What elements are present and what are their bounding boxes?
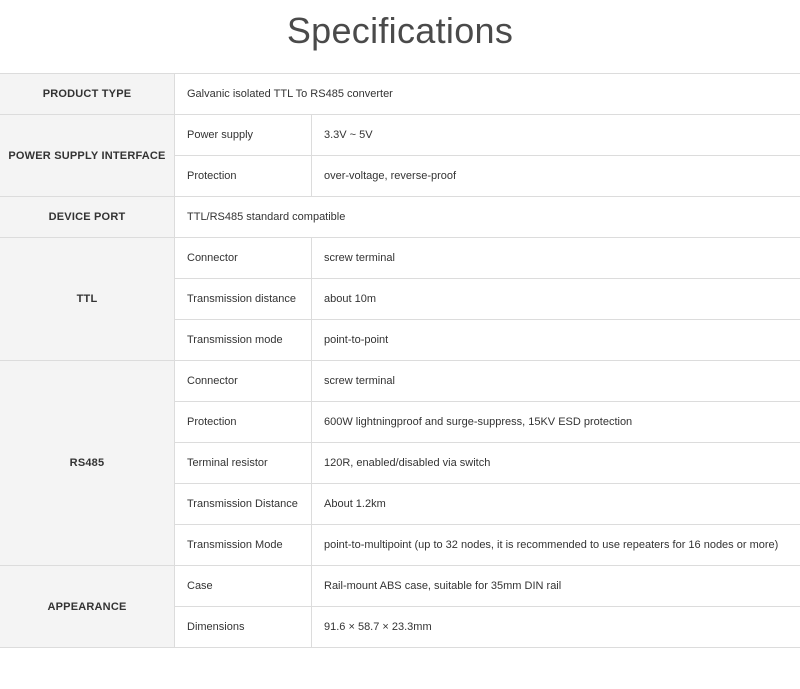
spec-value: 600W lightningproof and surge-suppress, 15KV ESD protection [312,402,800,443]
spec-name: Terminal resistor [175,443,312,484]
spec-value: About 1.2km [312,484,800,525]
device-port-value: TTL/RS485 standard compatible [175,197,800,238]
specifications-table [0,73,800,648]
table-row [0,361,800,402]
table-row [0,238,800,279]
spec-value: point-to-point [312,320,800,361]
category-power-supply-interface: POWER SUPPLY INTERFACE [0,115,175,197]
category-appearance: APPEARANCE [0,566,175,648]
product-type-value: Galvanic isolated TTL To RS485 converter [175,74,800,115]
category-device-port: DEVICE PORT [0,197,175,238]
spec-value: Rail-mount ABS case, suitable for 35mm DIN rail [312,566,800,607]
spec-name: Transmission distance [175,279,312,320]
spec-value: over-voltage, reverse-proof [312,156,800,197]
spec-value: point-to-multipoint (up to 32 nodes, it is recommended to use repeaters for 16 nodes or more) [312,525,800,566]
category-rs485: RS485 [0,361,175,566]
category-product-type: PRODUCT TYPE [0,74,175,115]
table-row [0,566,800,607]
spec-name: Transmission mode [175,320,312,361]
spec-name: Transmission Distance [175,484,312,525]
spec-name: Connector [175,361,312,402]
spec-name: Protection [175,402,312,443]
table-row [0,74,800,115]
page-title: Specifications [286,10,514,51]
spec-name: Dimensions [175,607,312,648]
category-ttl: TTL [0,238,175,361]
spec-name: Power supply [175,115,312,156]
spec-value: screw terminal [312,361,800,402]
spec-name: Case [175,566,312,607]
table-row [0,197,800,238]
spec-value: about 10m [312,279,800,320]
spec-name: Transmission Mode [175,525,312,566]
spec-name: Connector [175,238,312,279]
spec-value: 120R, enabled/disabled via switch [312,443,800,484]
table-row [0,115,800,156]
spec-value: 91.6 × 58.7 × 23.3mm [312,607,800,648]
spec-value: screw terminal [312,238,800,279]
spec-value: 3.3V ~ 5V [312,115,800,156]
spec-name: Protection [175,156,312,197]
